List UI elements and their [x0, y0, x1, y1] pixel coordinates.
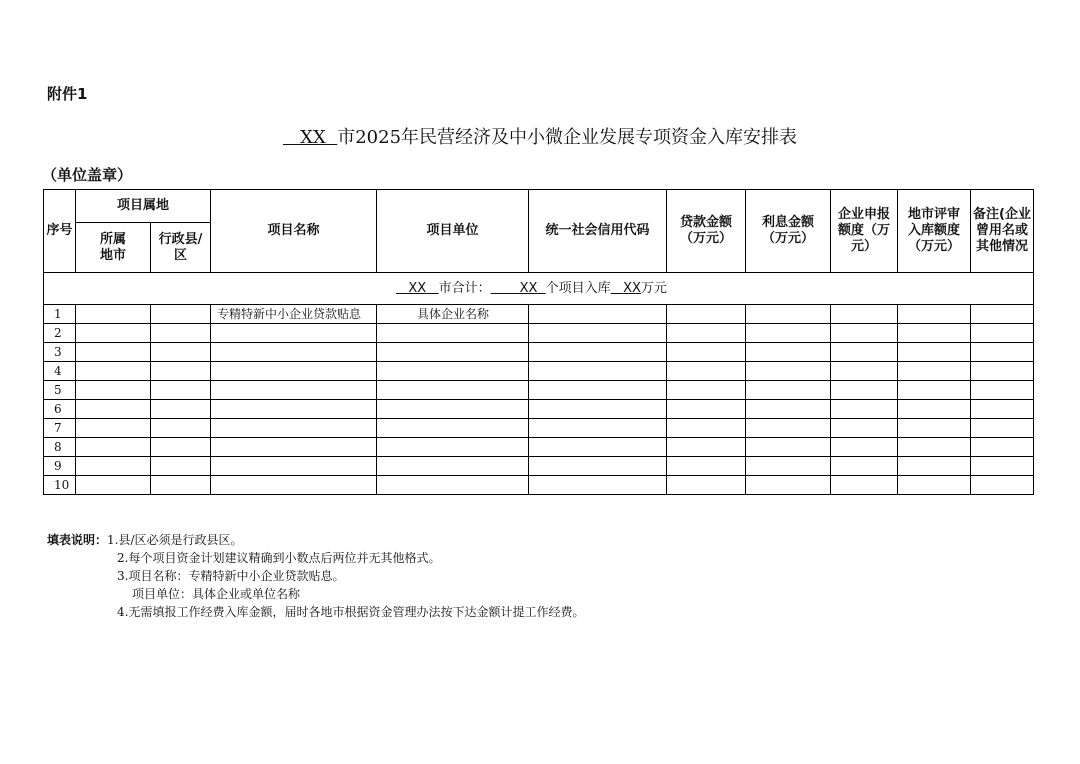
- header-credit-code: 统一社会信用代码: [529, 190, 667, 273]
- summary-row: [44, 273, 1034, 305]
- cell-interest: [746, 343, 831, 362]
- summary-amount-suffix: 万元: [640, 280, 667, 296]
- cell-reviewed: [898, 381, 971, 400]
- cell-credit-code: [529, 476, 667, 495]
- cell-project-name: [211, 457, 377, 476]
- cell-project-unit: [377, 457, 529, 476]
- cell-county: [151, 305, 211, 324]
- cell-county: [151, 381, 211, 400]
- cell-city: [76, 324, 151, 343]
- summary-amount-placeholder: XX: [623, 280, 641, 296]
- row-seq: 5: [44, 381, 76, 400]
- cell-credit-code: [529, 324, 667, 343]
- cell-project-unit: [377, 419, 529, 438]
- title-city-placeholder: XX: [300, 127, 326, 148]
- cell-credit-code: [529, 419, 667, 438]
- cell-city: [76, 419, 151, 438]
- cell-project-unit: [377, 400, 529, 419]
- cell-credit-code: [529, 305, 667, 324]
- cell-declared: [831, 305, 898, 324]
- cell-reviewed: [898, 305, 971, 324]
- cell-declared: [831, 400, 898, 419]
- cell-project-unit: [377, 381, 529, 400]
- header-project-name: 项目名称: [211, 190, 377, 273]
- cell-project-unit: 具体企业名称: [377, 305, 529, 324]
- cell-reviewed: [898, 362, 971, 381]
- cell-county: [151, 324, 211, 343]
- row-seq: 8: [44, 438, 76, 457]
- cell-declared: [831, 476, 898, 495]
- cell-loan: [667, 438, 746, 457]
- note-line-2: 2.每个项目资金计划建议精确到小数点后两位并无其他格式。: [117, 551, 441, 565]
- cell-reviewed: [898, 438, 971, 457]
- cell-declared: [831, 362, 898, 381]
- summary-count-suffix: 个项目入库: [545, 280, 611, 296]
- table-row: [44, 362, 1034, 381]
- cell-project-unit: [377, 438, 529, 457]
- cell-county: [151, 343, 211, 362]
- cell-project-name: [211, 362, 377, 381]
- cell-remarks: [971, 400, 1034, 419]
- cell-project-name: [211, 476, 377, 495]
- cell-credit-code: [529, 362, 667, 381]
- fill-instructions: [47, 531, 584, 621]
- cell-loan: [667, 343, 746, 362]
- cell-loan: [667, 457, 746, 476]
- cell-interest: [746, 476, 831, 495]
- cell-project-name: [211, 381, 377, 400]
- cell-declared: [831, 419, 898, 438]
- header-seq: 序号: [44, 190, 76, 273]
- cell-project-unit: [377, 324, 529, 343]
- cell-interest: [746, 381, 831, 400]
- cell-project-unit: [377, 362, 529, 381]
- cell-interest: [746, 305, 831, 324]
- cell-reviewed: [898, 324, 971, 343]
- cell-interest: [746, 419, 831, 438]
- table-row: [44, 343, 1034, 362]
- cell-project-name: [211, 419, 377, 438]
- cell-remarks: [971, 343, 1034, 362]
- note-line-5: 4.无需填报工作经费入库金额，届时各地市根据资金管理办法按下达金额计提工作经费。: [117, 605, 585, 619]
- cell-loan: [667, 381, 746, 400]
- cell-declared: [831, 324, 898, 343]
- summary-count-placeholder: XX: [519, 280, 538, 296]
- header-interest-amount: 利息金额（万元）: [746, 190, 831, 273]
- cell-county: [151, 400, 211, 419]
- cell-reviewed: [898, 476, 971, 495]
- cell-project-name: [211, 324, 377, 343]
- header-project-unit: 项目单位: [377, 190, 529, 273]
- cell-interest: [746, 324, 831, 343]
- table-row: [44, 476, 1034, 495]
- cell-loan: [667, 476, 746, 495]
- cell-declared: [831, 457, 898, 476]
- cell-loan: [667, 305, 746, 324]
- cell-city: [76, 305, 151, 324]
- cell-county: [151, 419, 211, 438]
- row-seq: 4: [44, 362, 76, 381]
- cell-remarks: [971, 324, 1034, 343]
- cell-remarks: [971, 476, 1034, 495]
- cell-reviewed: [898, 457, 971, 476]
- cell-project-unit: [377, 476, 529, 495]
- note-line-3: 3.项目名称：专精特新中小企业贷款贴息。: [117, 569, 345, 583]
- cell-city: [76, 457, 151, 476]
- page-title: [0, 123, 1080, 149]
- fund-arrangement-table: [43, 189, 1034, 495]
- cell-remarks: [971, 305, 1034, 324]
- summary-city-suffix: 市合计：: [438, 280, 491, 296]
- cell-remarks: [971, 419, 1034, 438]
- header-city: 所属地市: [76, 223, 151, 273]
- table-row: [44, 305, 1034, 324]
- cell-loan: [667, 362, 746, 381]
- cell-reviewed: [898, 343, 971, 362]
- cell-remarks: [971, 457, 1034, 476]
- table-row: [44, 419, 1034, 438]
- note-line-1: 填表说明：1.县/区必须是行政县区。: [47, 533, 243, 547]
- header-location-group: 项目属地: [76, 190, 211, 223]
- notes-label: 填表说明：: [47, 533, 108, 547]
- cell-declared: [831, 343, 898, 362]
- row-seq: 7: [44, 419, 76, 438]
- cell-credit-code: [529, 343, 667, 362]
- cell-reviewed: [898, 419, 971, 438]
- row-seq: 3: [44, 343, 76, 362]
- cell-interest: [746, 362, 831, 381]
- row-seq: 10: [44, 476, 76, 495]
- cell-remarks: [971, 438, 1034, 457]
- cell-project-name: [211, 343, 377, 362]
- cell-city: [76, 400, 151, 419]
- table-row: [44, 324, 1034, 343]
- cell-city: [76, 343, 151, 362]
- row-seq: 6: [44, 400, 76, 419]
- cell-city: [76, 476, 151, 495]
- cell-city: [76, 381, 151, 400]
- cell-remarks: [971, 362, 1034, 381]
- cell-loan: [667, 324, 746, 343]
- cell-declared: [831, 438, 898, 457]
- row-seq: 9: [44, 457, 76, 476]
- cell-interest: [746, 438, 831, 457]
- cell-credit-code: [529, 438, 667, 457]
- summary-city-placeholder: XX: [408, 280, 427, 296]
- note-line-4: 项目单位：具体企业或单位名称: [132, 587, 301, 601]
- cell-reviewed: [898, 400, 971, 419]
- row-seq: 2: [44, 324, 76, 343]
- cell-interest: [746, 400, 831, 419]
- header-remarks: 备注(企业曾用名或其他情况: [971, 190, 1034, 273]
- cell-project-name: [211, 400, 377, 419]
- cell-loan: [667, 400, 746, 419]
- attachment-label: 附件1: [47, 85, 88, 103]
- table-row: [44, 381, 1034, 400]
- header-enterprise-declared: 企业申报额度（万元）: [831, 190, 898, 273]
- table-row: [44, 457, 1034, 476]
- cell-county: [151, 362, 211, 381]
- table-row: [44, 438, 1034, 457]
- cell-project-name: [211, 438, 377, 457]
- table-row: [44, 400, 1034, 419]
- cell-interest: [746, 457, 831, 476]
- header-county: 行政县/区: [151, 223, 211, 273]
- cell-remarks: [971, 381, 1034, 400]
- cell-project-name: 专精特新中小企业贷款贴息: [211, 305, 377, 324]
- cell-loan: [667, 419, 746, 438]
- title-text: 市2025年民营经济及中小微企业发展专项资金入库安排表: [337, 127, 798, 148]
- cell-city: [76, 438, 151, 457]
- header-city-reviewed: 地市评审入库额度（万元）: [898, 190, 971, 273]
- cell-declared: [831, 381, 898, 400]
- header-loan-amount: 贷款金额（万元）: [667, 190, 746, 273]
- cell-city: [76, 362, 151, 381]
- cell-project-unit: [377, 343, 529, 362]
- cell-credit-code: [529, 381, 667, 400]
- cell-county: [151, 457, 211, 476]
- seal-label: （单位盖章）: [42, 166, 133, 184]
- cell-county: [151, 438, 211, 457]
- cell-credit-code: [529, 400, 667, 419]
- cell-credit-code: [529, 457, 667, 476]
- cell-county: [151, 476, 211, 495]
- row-seq: 1: [44, 305, 76, 324]
